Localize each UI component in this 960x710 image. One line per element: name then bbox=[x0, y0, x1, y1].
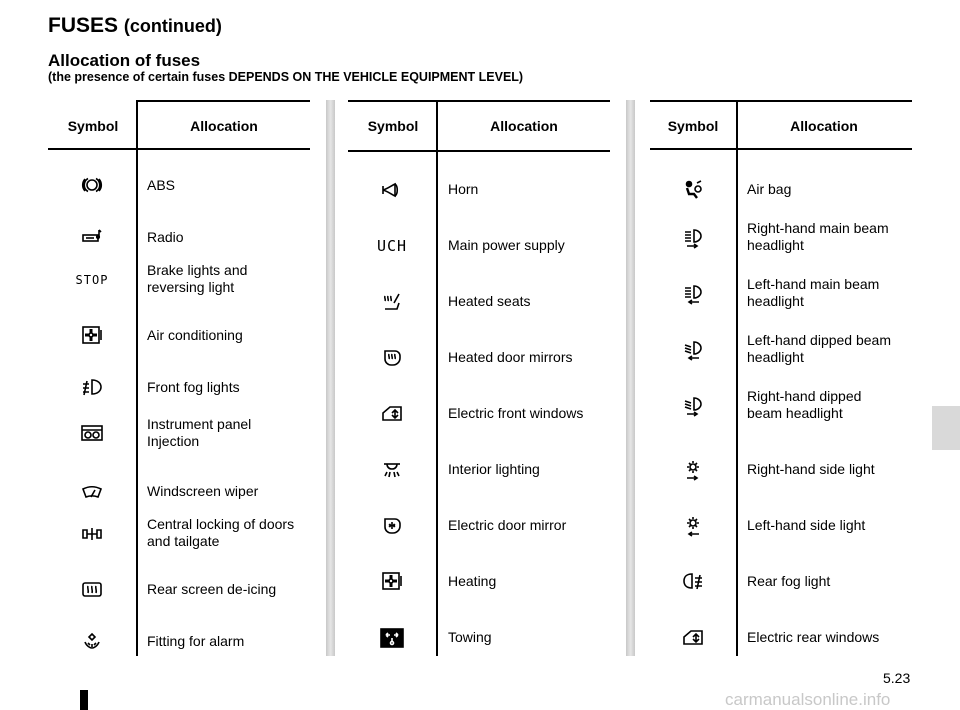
fuse-row bbox=[348, 338, 610, 378]
instrument-panel-icon bbox=[48, 414, 136, 454]
allocation-label: Windscreen wiper bbox=[147, 483, 259, 499]
allocation-label: Air conditioning bbox=[147, 327, 243, 343]
fuse-row bbox=[650, 274, 912, 314]
allocation-label: Right-hand side light bbox=[747, 461, 875, 477]
table-header-rule bbox=[348, 150, 610, 152]
watermark: carmanualsonline.info bbox=[725, 690, 891, 709]
fuse-row bbox=[348, 394, 610, 434]
allocation-label: Horn bbox=[448, 181, 479, 197]
allocation-label: Instrument panel Injection bbox=[147, 416, 252, 449]
fuse-row bbox=[348, 450, 610, 490]
fuse-row bbox=[48, 260, 310, 300]
table-top-rule bbox=[650, 100, 912, 102]
fuse-row bbox=[48, 570, 310, 610]
radio-icon bbox=[48, 218, 136, 258]
windscreen-wiper-icon bbox=[48, 472, 136, 512]
air-bag-icon bbox=[650, 170, 736, 210]
left-side-light-icon bbox=[650, 506, 736, 546]
fuse-row bbox=[650, 386, 912, 426]
left-main-beam-icon bbox=[650, 274, 736, 314]
fuse-row bbox=[348, 562, 610, 602]
electric-door-mirror-icon bbox=[348, 506, 436, 546]
symbol-header: Symbol bbox=[67, 118, 119, 134]
right-main-beam-icon bbox=[650, 218, 736, 258]
fuse-row bbox=[48, 622, 310, 662]
right-dipped-beam-icon bbox=[650, 386, 736, 426]
fuse-table-left bbox=[48, 100, 310, 656]
symbol-header: Symbol bbox=[367, 118, 419, 134]
page-number: 5.23 bbox=[883, 670, 911, 686]
allocation-label: Front fog lights bbox=[147, 379, 240, 395]
fuse-row bbox=[650, 562, 912, 602]
allocation-label: Radio bbox=[147, 229, 184, 245]
column-gutter bbox=[626, 100, 635, 656]
allocation-label: Right-hand main beam headlight bbox=[747, 220, 889, 253]
fuse-row bbox=[650, 450, 912, 490]
allocation-label: Heating bbox=[448, 573, 497, 589]
heated-seats-icon bbox=[348, 282, 436, 322]
fuse-row bbox=[348, 170, 610, 210]
allocation-label: Left-hand main beam headlight bbox=[747, 276, 880, 309]
allocation-label: Central locking of doors and tailgate bbox=[147, 516, 295, 549]
fuse-row bbox=[48, 166, 310, 206]
section-thumb-tab bbox=[932, 406, 960, 450]
horn-icon bbox=[348, 170, 436, 210]
fuse-row bbox=[348, 618, 610, 658]
table-header-rule bbox=[650, 148, 912, 150]
central-locking-icon bbox=[48, 514, 136, 554]
allocation-label: Electric front windows bbox=[448, 405, 584, 421]
fuse-row bbox=[650, 170, 912, 210]
front-fog-lights-icon bbox=[48, 368, 136, 408]
allocation-label: Towing bbox=[448, 629, 492, 645]
allocation-label: Right-hand dipped beam headlight bbox=[747, 388, 862, 421]
symbol-text: STOP bbox=[75, 273, 109, 287]
table-header-rule bbox=[48, 148, 310, 150]
rear-fog-light-icon bbox=[650, 562, 736, 602]
alarm-icon bbox=[48, 622, 136, 662]
table-top-rule bbox=[138, 100, 310, 102]
allocation-label: Electric door mirror bbox=[448, 517, 567, 533]
fuse-table-middle bbox=[348, 100, 610, 656]
left-dipped-beam-icon bbox=[650, 330, 736, 370]
page-title-suffix: (continued) bbox=[123, 16, 222, 36]
rear-screen-deicing-icon bbox=[48, 570, 136, 610]
table-top-rule bbox=[348, 100, 610, 102]
uch-icon bbox=[348, 226, 436, 266]
fuse-row bbox=[650, 506, 912, 546]
fuse-table-right bbox=[650, 100, 912, 656]
allocation-label: Fitting for alarm bbox=[147, 633, 245, 649]
fuse-row bbox=[48, 472, 310, 512]
stop-icon bbox=[48, 260, 136, 300]
air-conditioning-icon bbox=[48, 316, 136, 356]
allocation-label: Brake lights and reversing light bbox=[147, 262, 248, 295]
fuse-row bbox=[348, 282, 610, 322]
fuse-row bbox=[48, 414, 310, 454]
fuse-row bbox=[650, 330, 912, 370]
allocation-label: Rear screen de-icing bbox=[147, 581, 277, 597]
column-gutter bbox=[326, 100, 335, 656]
fuse-row bbox=[48, 514, 310, 554]
allocation-header: Allocation bbox=[490, 118, 558, 134]
electric-front-windows-icon bbox=[348, 394, 436, 434]
right-side-light-icon bbox=[650, 450, 736, 490]
allocation-label: Air bag bbox=[747, 181, 792, 197]
allocation-label: Left-hand side light bbox=[747, 517, 866, 533]
fuse-row bbox=[348, 226, 610, 266]
allocation-header: Allocation bbox=[190, 118, 258, 134]
allocation-label: Electric rear windows bbox=[747, 629, 880, 645]
fuse-row bbox=[48, 218, 310, 258]
allocation-label: Interior lighting bbox=[448, 461, 540, 477]
symbol-header: Symbol bbox=[667, 118, 719, 134]
electric-rear-windows-icon bbox=[650, 618, 736, 658]
allocation-label: Heated seats bbox=[448, 293, 531, 309]
heated-door-mirrors-icon bbox=[348, 338, 436, 378]
fuse-row bbox=[650, 618, 912, 658]
heating-icon bbox=[348, 562, 436, 602]
allocation-label: Rear fog light bbox=[747, 573, 831, 589]
fuse-row bbox=[348, 506, 610, 546]
fuse-row bbox=[48, 316, 310, 356]
allocation-header: Allocation bbox=[790, 118, 858, 134]
allocation-label: Main power supply bbox=[448, 237, 565, 253]
allocation-label: ABS bbox=[147, 177, 176, 193]
page-title-main: FUSES bbox=[48, 14, 119, 37]
towing-icon bbox=[348, 618, 436, 658]
section-title: Allocation of fuses bbox=[48, 51, 201, 70]
fuse-row bbox=[48, 368, 310, 408]
section-subtitle: (the presence of certain fuses DEPENDS ON THE VEHICLE EQUIPMENT LEVEL) bbox=[48, 70, 524, 84]
symbol-text: UCH bbox=[376, 237, 408, 255]
allocation-label: Heated door mirrors bbox=[448, 349, 573, 365]
corner-mark bbox=[80, 690, 88, 710]
abs-icon bbox=[48, 166, 136, 206]
fuse-row bbox=[650, 218, 912, 258]
interior-lighting-icon bbox=[348, 450, 436, 490]
allocation-label: Left-hand dipped beam headlight bbox=[747, 332, 891, 365]
page-title bbox=[48, 14, 222, 38]
